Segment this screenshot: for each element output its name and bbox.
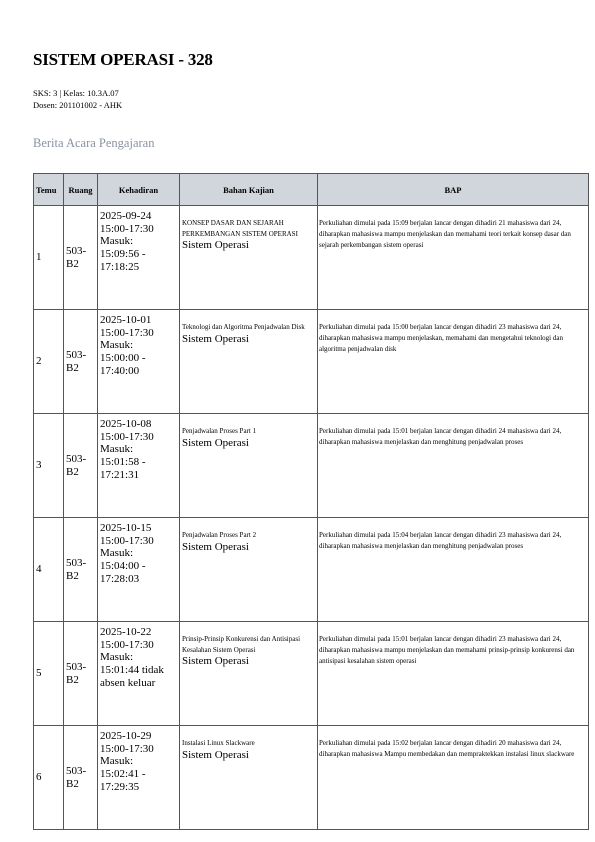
attendance-detail: 15:02:41 - 17:29:35 (100, 767, 146, 793)
topic-title: Penjadwalan Proses Part 1 (182, 427, 257, 435)
study-material (180, 622, 318, 726)
topic-title: Penjadwalan Proses Part 2 (182, 531, 257, 539)
table-row (34, 206, 589, 310)
study-material (180, 518, 318, 622)
attendance-label: Masuk: (100, 547, 133, 560)
attendance (98, 622, 180, 726)
bap-text: Perkuliahan dimulai pada 15:00 berjalan lancar dengan dihadiri 23 mahasiswa dari 24, diharapkan mahasiswa mampu menjelaskan, memahami dan mengetahui teknologi dan algoritma penjadwalan disk (319, 323, 563, 353)
course-name: Sistem Operasi (182, 332, 249, 345)
attendance (98, 726, 180, 830)
room: 503-B2 (64, 622, 98, 726)
bap-table (33, 173, 589, 830)
attendance-time: 15:00-17:30 (100, 638, 154, 651)
attendance-date: 2025-10-22 (100, 626, 152, 638)
attendance-time: 15:00-17:30 (100, 534, 154, 547)
attendance (98, 518, 180, 622)
table-row (34, 518, 589, 622)
room: 503-B2 (64, 414, 98, 518)
attendance-label: Masuk: (100, 443, 133, 456)
room: 503-B2 (64, 206, 98, 310)
document-title: SISTEM OPERASI - 328 (33, 50, 213, 69)
study-material (180, 414, 318, 518)
meeting-number: 2 (34, 310, 64, 414)
table-header-row (34, 174, 589, 206)
attendance-date: 2025-10-01 (100, 314, 152, 326)
room: 503-B2 (64, 518, 98, 622)
attendance-detail: 15:01:58 - 17:21:31 (100, 455, 146, 481)
room: 503-B2 (64, 726, 98, 830)
attendance (98, 310, 180, 414)
course-name: Sistem Operasi (182, 748, 249, 761)
meeting-number: 5 (34, 622, 64, 726)
bap-cell (318, 518, 589, 622)
attendance-time: 15:00-17:30 (100, 430, 154, 443)
attendance-detail: 15:04:00 - 17:28:03 (100, 559, 146, 585)
study-material (180, 726, 318, 830)
course-name: Sistem Operasi (182, 540, 249, 553)
topic-title: Instalasi Linux Slackware (182, 739, 255, 747)
bap-text: Perkuliahan dimulai pada 15:04 berjalan lancar dengan dihadiri 23 mahasiswa dari 24, diharapkan mahasiswa menjelaskan dan menghitung penjadwalan proses (319, 531, 562, 550)
bap-cell (318, 206, 589, 310)
attendance-date: 2025-10-15 (100, 522, 152, 534)
table-row (34, 726, 589, 830)
course-info: SKS: 3 | Kelas: 10.3A.07 (33, 88, 119, 98)
topic-title: KONSEP DASAR DAN SEJARAH PERKEMBANGAN SISTEM OPERASI (182, 219, 298, 238)
attendance-time: 15:00-17:30 (100, 222, 154, 235)
course-name: Sistem Operasi (182, 239, 249, 251)
course-name: Sistem Operasi (182, 436, 249, 449)
lecturer-info: Dosen: 201101002 - AHK (33, 100, 123, 110)
attendance (98, 414, 180, 518)
attendance (98, 206, 180, 310)
attendance-date: 2025-09-24 (100, 210, 152, 222)
room: 503-B2 (64, 310, 98, 414)
attendance-detail: 15:00:00 - 17:40:00 (100, 351, 146, 377)
meeting-number: 3 (34, 414, 64, 518)
header-bap: BAP (318, 174, 589, 206)
attendance-label: Masuk: (100, 755, 133, 768)
meeting-number: 4 (34, 518, 64, 622)
header-temu: Temu (34, 174, 64, 206)
attendance-time: 15:00-17:30 (100, 742, 154, 755)
table-row (34, 622, 589, 726)
header-kehadiran: Kehadiran (98, 174, 180, 206)
study-material (180, 310, 318, 414)
bap-text: Perkuliahan dimulai pada 15:02 berjalan lancar dengan dihadiri 20 mahasiswa dari 24, diharapkan mahasiswa Mampu membedakan dan mempraktekkan instalasi linux slackware (319, 739, 575, 758)
course-name: Sistem Operasi (182, 655, 249, 667)
attendance-time: 15:00-17:30 (100, 326, 154, 339)
meeting-number: 1 (34, 206, 64, 310)
attendance-label: Masuk: (100, 651, 133, 664)
meeting-number: 6 (34, 726, 64, 830)
bap-text: Perkuliahan dimulai pada 15:09 berjalan lancar dengan dihadiri 21 mahasiswa dari 24, diharapkan mahasiswa mampu menjelaskan dan memahami teori terkait konsep dasar dan sejarah perkembangan sistem operasi (319, 219, 571, 249)
study-material (180, 206, 318, 310)
attendance-label: Masuk: (100, 339, 133, 352)
bap-cell (318, 414, 589, 518)
table-row (34, 414, 589, 518)
attendance-detail: 15:01:44 tidak absen keluar (100, 663, 164, 689)
topic-title: Teknologi dan Algoritma Penjadwalan Disk (182, 323, 305, 331)
section-title: Berita Acara Pengajaran (33, 136, 155, 150)
attendance-date: 2025-10-29 (100, 730, 152, 742)
attendance-detail: 15:09:56 - 17:18:25 (100, 247, 146, 273)
header-bahan-kajian: Bahan Kajian (180, 174, 318, 206)
bap-cell (318, 310, 589, 414)
table-row (34, 310, 589, 414)
topic-title: Prinsip-Prinsip Konkurensi dan Antisipasi Kesalahan Sistem Operasi (182, 635, 301, 654)
attendance-date: 2025-10-08 (100, 418, 152, 430)
attendance-label: Masuk: (100, 235, 133, 248)
bap-text: Perkuliahan dimulai pada 15:01 berjalan lancar dengan dihadiri 24 mahasiswa dari 24, diharapkan mahasiswa menjelaskan dan menghitung penjadwalan proses (319, 427, 562, 446)
bap-cell (318, 726, 589, 830)
bap-cell (318, 622, 589, 726)
bap-text: Perkuliahan dimulai pada 15:01 berjalan lancar dengan dihadiri 23 mahasiswa dari 24, diharapkan mahasiswa mampu menjelaskan dan memahami prinsip-prinsip konkurensi dan antisipasi kesalahan sistem operasi (319, 635, 575, 665)
header-ruang: Ruang (64, 174, 98, 206)
